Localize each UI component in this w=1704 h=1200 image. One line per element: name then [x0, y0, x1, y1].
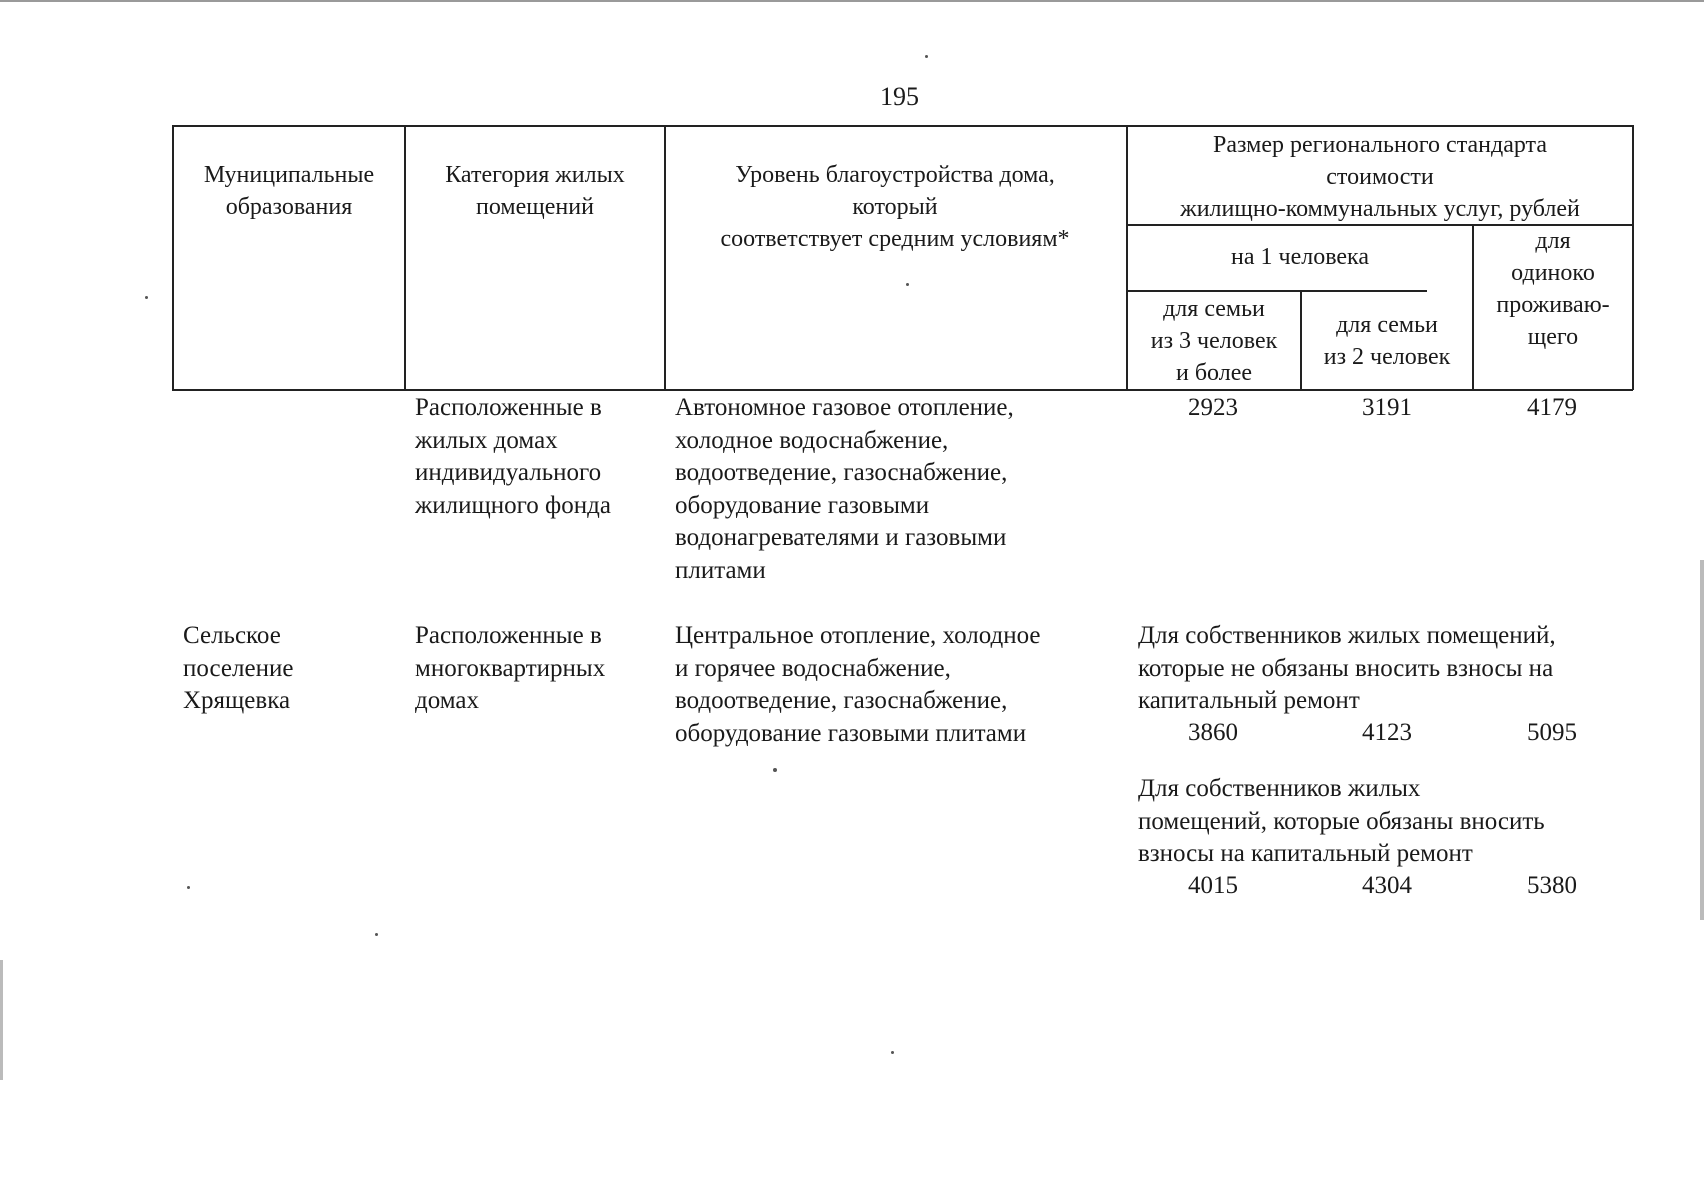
header-per-person: на 1 человека [1231, 244, 1369, 270]
scan-speck [145, 296, 148, 299]
page-number: 195 [880, 82, 919, 111]
row2-group2-note: Для собственников жилых помещений, которые обязаны вносить взносы на капитальный ремонт [1138, 775, 1545, 867]
header-standard: Размер регионального стандарта стоимости жилищно-коммунальных услуг, рублей [1180, 132, 1580, 222]
scan-speck [187, 886, 190, 889]
scan-speck [375, 933, 378, 936]
scan-speck [773, 768, 777, 772]
row1-level: Автономное газовое отопление, холодное водоснабжение, водоотведение, газоснабжение, оборудование газовыми водонагревателями и газовыми плитами [675, 394, 1014, 584]
scan-speck [891, 1051, 894, 1054]
header-family-3: для семьи из 3 человек и более [1150, 296, 1278, 386]
scan-edge-right [1700, 560, 1704, 920]
header-level: Уровень благоустройства дома, который соответствует средним условиям* [720, 162, 1070, 252]
header-category: Категория жилых помещений [445, 162, 625, 220]
row1-value-family3: 2923 [1188, 394, 1238, 421]
row1-category: Расположенные в жилых домах индивидуального жилищного фонда [415, 394, 611, 519]
header-family-2: для семьи из 2 человек [1323, 312, 1451, 370]
row2-group2-value-family3: 4015 [1188, 872, 1238, 899]
scan-edge-line [0, 0, 1704, 2]
row2-group1-note: Для собственников жилых помещений, которые не обязаны вносить взносы на капитальный ремонт [1138, 622, 1556, 714]
scan-edge-left [0, 960, 3, 1080]
header-municipality: Муниципальные образования [203, 162, 375, 220]
row2-category: Расположенные в многоквартирных домах [415, 622, 606, 714]
row2-municipality: Сельское поселение Хрящевка [183, 622, 294, 714]
scan-speck [906, 283, 909, 286]
row2-group2-value-single: 5380 [1527, 872, 1577, 899]
row2-group1-value-family2: 4123 [1362, 719, 1412, 746]
row2-group1-value-family3: 3860 [1188, 719, 1238, 746]
header-single: для одиноко проживаю- щего [1496, 228, 1610, 350]
row1-value-family2: 3191 [1362, 394, 1412, 421]
row2-group2-value-family2: 4304 [1362, 872, 1412, 899]
row2-level: Центральное отопление, холодное и горячее водоснабжение, водоотведение, газоснабжение, оборудование газовыми плитами [675, 622, 1041, 747]
row2-group1-value-single: 5095 [1527, 719, 1577, 746]
row1-value-single: 4179 [1527, 394, 1577, 421]
scan-speck [925, 55, 928, 58]
